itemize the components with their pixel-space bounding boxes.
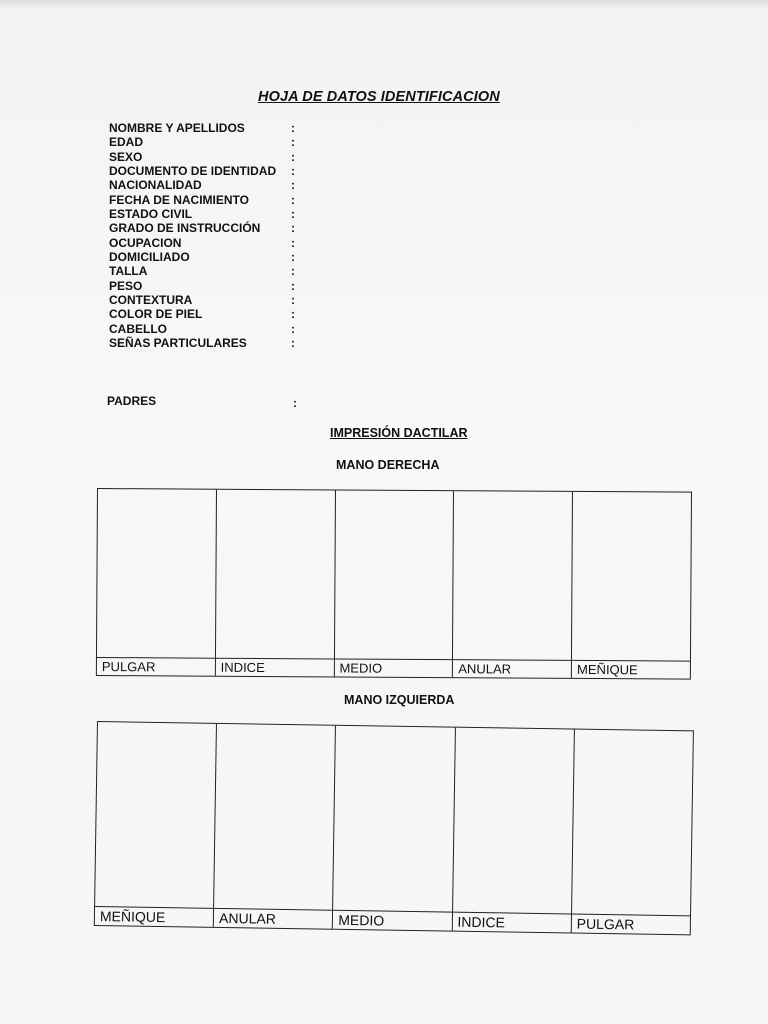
fingerprint-box [572,492,691,679]
field-colon: : [291,278,295,293]
right-hand-title: MANO DERECHA [336,458,440,472]
field-label: TALLA [109,264,148,279]
field-label: GRADO DE INSTRUCCIÓN [109,221,261,236]
field-grado-instruccion [109,221,309,235]
field-ocupacion [109,236,309,250]
field-nacionalidad [109,178,309,192]
field-colon: : [291,135,295,150]
left-hand-fingerprint-grid [94,721,694,935]
fingerprint-box [97,489,217,676]
field-label: OCUPACION [109,235,182,250]
field-colon: : [291,164,295,179]
finger-label: PULGAR [572,913,690,934]
finger-label: MEDIO [333,910,451,931]
field-label: NOMBRE Y APELLIDOS [109,121,245,135]
field-colon: : [291,264,295,279]
field-label: EDAD [109,135,144,150]
field-colon: : [291,235,295,250]
field-nombre [109,121,309,135]
field-senas-particulares [109,336,309,350]
fingerprint-box [452,728,574,933]
fingerprint-box [214,724,336,929]
field-colon: : [291,336,295,351]
field-label: CABELLO [109,321,167,336]
document-title: HOJA DE DATOS IDENTIFICACION [258,89,500,105]
field-colon: : [291,221,295,236]
fingerprint-box [333,726,455,931]
field-colon: : [291,121,295,135]
field-estado-civil [109,207,309,221]
finger-label: INDICE [452,912,570,933]
field-domiciliado [109,250,309,264]
field-label: DOCUMENTO DE IDENTIDAD [109,164,277,179]
finger-label: MEÑIQUE [572,660,690,679]
field-label: CONTEXTURA [109,293,193,308]
left-hand-title: MANO IZQUIERDA [344,693,455,707]
field-fecha-nacimiento [109,193,309,207]
scan-edge-shadow [0,0,768,10]
finger-label: MEDIO [334,658,452,677]
field-label: ESTADO CIVIL [109,207,193,222]
field-contextura [109,293,309,307]
field-label: NACIONALIDAD [109,178,202,193]
field-label: PESO [109,278,143,293]
finger-label: INDICE [216,658,334,677]
field-colon: : [291,207,295,222]
field-colon: : [293,396,297,410]
fingerprint-box [95,722,217,927]
field-colon: : [291,321,295,336]
finger-label: ANULAR [214,908,332,929]
identification-fields [109,121,309,351]
finger-label: PULGAR [97,657,215,676]
field-label: COLOR DE PIEL [109,307,203,322]
field-colon: : [291,250,295,265]
field-label: DOMICILIADO [109,250,190,265]
field-color-piel [109,307,309,321]
fingerprint-box [453,491,573,678]
finger-label: ANULAR [453,659,571,678]
field-cabello [109,322,309,336]
field-edad [109,135,309,149]
field-talla [109,264,309,278]
field-colon: : [291,149,295,164]
field-colon: : [291,192,295,207]
field-sexo [109,150,309,164]
finger-label: MEÑIQUE [95,906,213,927]
field-peso [109,279,309,293]
field-colon: : [291,307,295,322]
field-documento [109,164,309,178]
field-label: FECHA DE NACIMIENTO [109,192,250,207]
field-label: SEXO [109,149,143,164]
field-colon: : [291,178,295,193]
field-label: PADRES [107,394,157,408]
field-label: SEÑAS PARTICULARES [109,336,247,351]
fingerprint-section-title: IMPRESIÓN DACTILAR [330,426,468,440]
right-hand-fingerprint-grid [96,488,692,680]
fingerprint-box [334,490,454,677]
field-colon: : [291,293,295,308]
fingerprint-box [572,730,693,935]
fingerprint-box [216,490,336,677]
